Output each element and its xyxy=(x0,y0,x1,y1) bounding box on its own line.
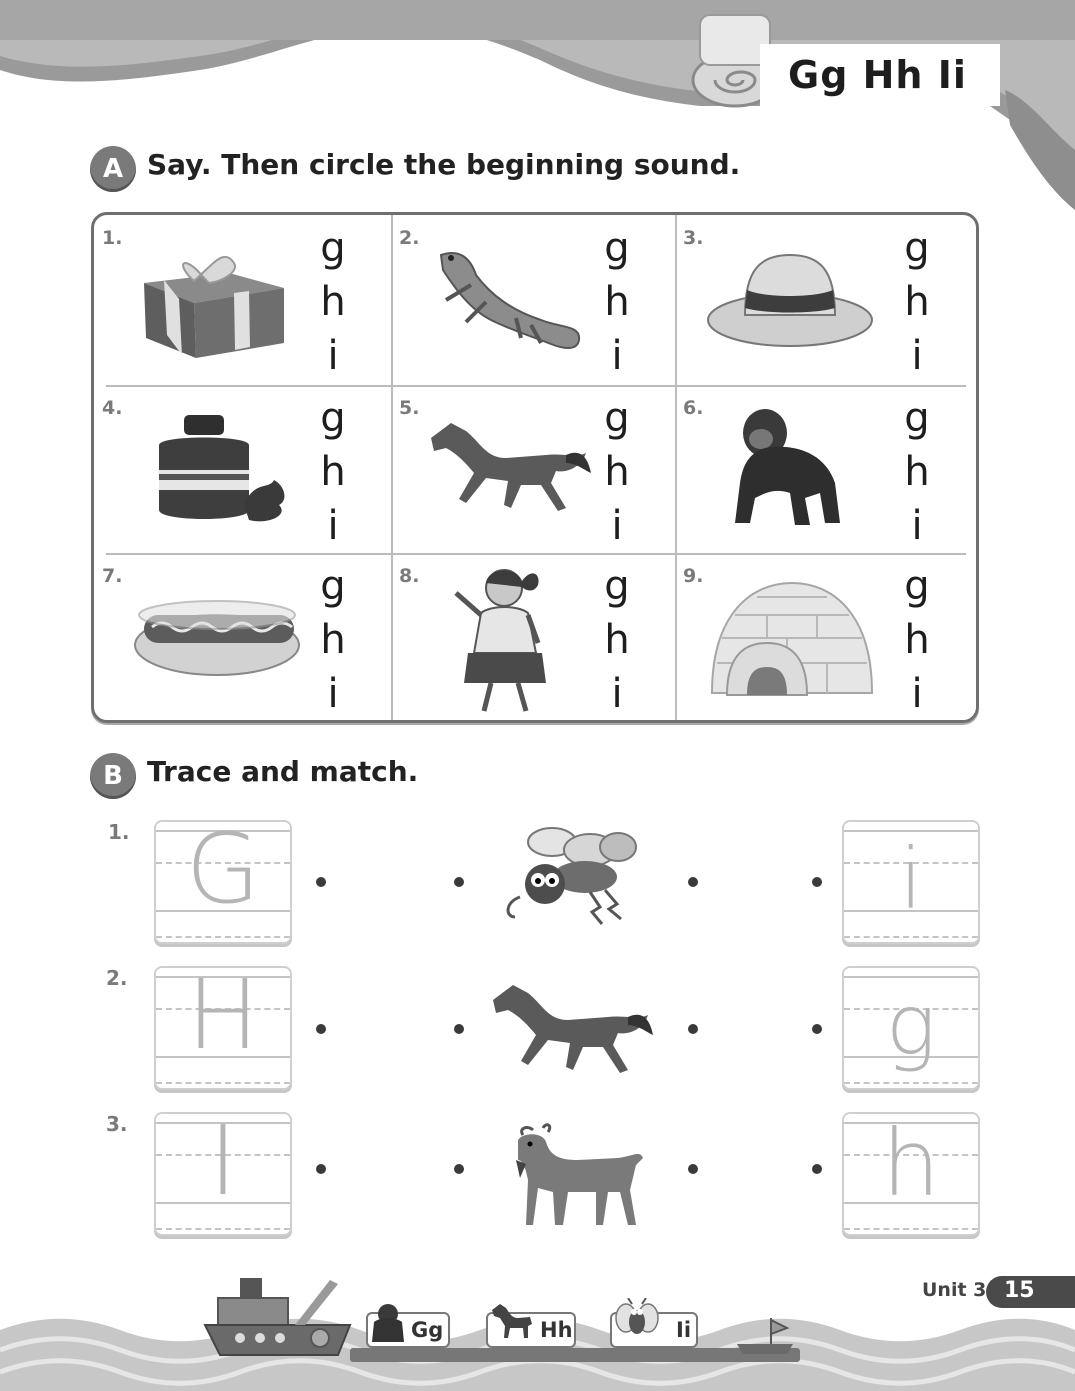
item-number: 1. xyxy=(102,227,123,249)
igloo-picture xyxy=(707,573,877,703)
letter-option[interactable]: i xyxy=(611,333,623,379)
trace-card-left[interactable] xyxy=(154,1112,292,1236)
section-b-badge: B xyxy=(90,753,136,799)
grid-cell xyxy=(94,215,391,385)
trace-card-left[interactable] xyxy=(154,966,292,1090)
match-dot[interactable] xyxy=(316,1164,326,1174)
horse-picture xyxy=(426,413,591,523)
item-number: 6. xyxy=(683,397,704,419)
grid-cell xyxy=(675,215,975,385)
phonics-grid xyxy=(91,212,979,723)
iguana-picture xyxy=(431,240,591,360)
barge-base xyxy=(350,1348,800,1362)
item-number: 4. xyxy=(102,397,123,419)
letter-option[interactable]: h xyxy=(320,449,346,495)
letter-options xyxy=(313,391,353,553)
letter-option[interactable]: g xyxy=(904,395,930,441)
letter-option[interactable]: g xyxy=(320,395,346,441)
letter-option[interactable]: h xyxy=(604,617,630,663)
letter-option[interactable]: g xyxy=(604,563,630,609)
letter-options xyxy=(897,559,937,721)
trace-letter: g xyxy=(885,976,937,1074)
letter-option[interactable]: h xyxy=(604,449,630,495)
row-number: 1. xyxy=(108,820,130,844)
match-dot[interactable] xyxy=(688,877,698,887)
letter-option[interactable]: h xyxy=(320,279,346,325)
grid-cell xyxy=(391,553,675,720)
tugboat-icon xyxy=(200,1270,360,1365)
girl-picture xyxy=(446,563,556,718)
row-number: 2. xyxy=(106,966,128,990)
gift-box-picture xyxy=(134,243,294,363)
section-b-instruction: Trace and match. xyxy=(147,755,419,788)
trace-letter: I xyxy=(208,1112,238,1217)
letter-option[interactable]: h xyxy=(904,279,930,325)
letter-options xyxy=(597,559,637,721)
grid-cell xyxy=(675,553,975,720)
grid-cell xyxy=(391,215,675,385)
grid-cell xyxy=(391,385,675,553)
row-number: 3. xyxy=(106,1112,128,1136)
unit-label: Unit 3 xyxy=(922,1279,987,1301)
letter-option[interactable]: g xyxy=(604,395,630,441)
section-a-badge: A xyxy=(90,146,136,192)
match-dot[interactable] xyxy=(688,1024,698,1034)
goat-picture xyxy=(508,1120,648,1232)
horse-icon xyxy=(490,1300,534,1340)
letter-options xyxy=(897,221,937,383)
trace-letter: G xyxy=(185,820,261,925)
letter-option[interactable]: i xyxy=(911,333,923,379)
hat-picture xyxy=(705,250,875,350)
letter-option[interactable]: g xyxy=(904,563,930,609)
page-title: Gg Hh Ii xyxy=(788,53,967,97)
match-dot[interactable] xyxy=(316,1024,326,1034)
letter-option[interactable]: i xyxy=(611,503,623,549)
grid-cell xyxy=(94,385,391,553)
insect-icon xyxy=(614,1298,660,1342)
footer-tag-label: Gg xyxy=(411,1318,444,1342)
match-dot[interactable] xyxy=(812,1164,822,1174)
title-banner xyxy=(760,44,1000,106)
letter-option[interactable]: i xyxy=(911,503,923,549)
match-dot[interactable] xyxy=(688,1164,698,1174)
trace-letter: h xyxy=(881,1112,941,1217)
letter-option[interactable]: h xyxy=(320,617,346,663)
letter-option[interactable]: g xyxy=(320,225,346,271)
match-dot[interactable] xyxy=(812,1024,822,1034)
letter-option[interactable]: g xyxy=(604,225,630,271)
section-a-instruction: Say. Then circle the beginning sound. xyxy=(147,148,741,181)
trace-card-right[interactable] xyxy=(842,820,980,944)
footer-tag-label: Hh xyxy=(540,1318,573,1342)
small-boat-icon xyxy=(735,1316,795,1356)
trace-card-right[interactable] xyxy=(842,1112,980,1236)
gorilla-picture xyxy=(725,403,855,533)
letter-option[interactable]: i xyxy=(911,671,923,717)
letter-option[interactable]: i xyxy=(327,671,339,717)
trace-card-left[interactable] xyxy=(154,820,292,944)
letter-option[interactable]: g xyxy=(904,225,930,271)
grid-cell xyxy=(94,553,391,720)
grid-cell xyxy=(675,385,975,553)
match-dot[interactable] xyxy=(812,877,822,887)
match-dot[interactable] xyxy=(454,1024,464,1034)
horse-picture xyxy=(488,975,653,1085)
letter-options xyxy=(597,221,637,383)
insect-picture xyxy=(500,822,640,932)
item-number: 5. xyxy=(399,397,420,419)
letter-options xyxy=(313,221,353,383)
letter-option[interactable]: h xyxy=(904,617,930,663)
footer-tag-label: Ii xyxy=(676,1318,692,1342)
match-dot[interactable] xyxy=(454,877,464,887)
item-number: 8. xyxy=(399,565,420,587)
letter-option[interactable]: g xyxy=(320,563,346,609)
gorilla-icon xyxy=(370,1302,406,1344)
item-number: 2. xyxy=(399,227,420,249)
item-number: 9. xyxy=(683,565,704,587)
item-number: 3. xyxy=(683,227,704,249)
letter-option[interactable]: h xyxy=(904,449,930,495)
letter-options xyxy=(313,559,353,721)
item-number: 7. xyxy=(102,565,123,587)
hot-dog-picture xyxy=(132,585,302,685)
letter-option[interactable]: i xyxy=(611,671,623,717)
letter-option[interactable]: h xyxy=(604,279,630,325)
trace-card-right[interactable] xyxy=(842,966,980,1090)
letter-option[interactable]: i xyxy=(327,503,339,549)
trace-letter: H xyxy=(186,966,260,1071)
trace-letter: i xyxy=(899,830,923,928)
letter-options xyxy=(597,391,637,553)
letter-option[interactable]: i xyxy=(327,333,339,379)
page-number: 15 xyxy=(1004,1278,1035,1303)
match-dot[interactable] xyxy=(316,877,326,887)
letter-options xyxy=(897,391,937,553)
match-dot[interactable] xyxy=(454,1164,464,1174)
ink-bottle-picture xyxy=(149,410,299,530)
